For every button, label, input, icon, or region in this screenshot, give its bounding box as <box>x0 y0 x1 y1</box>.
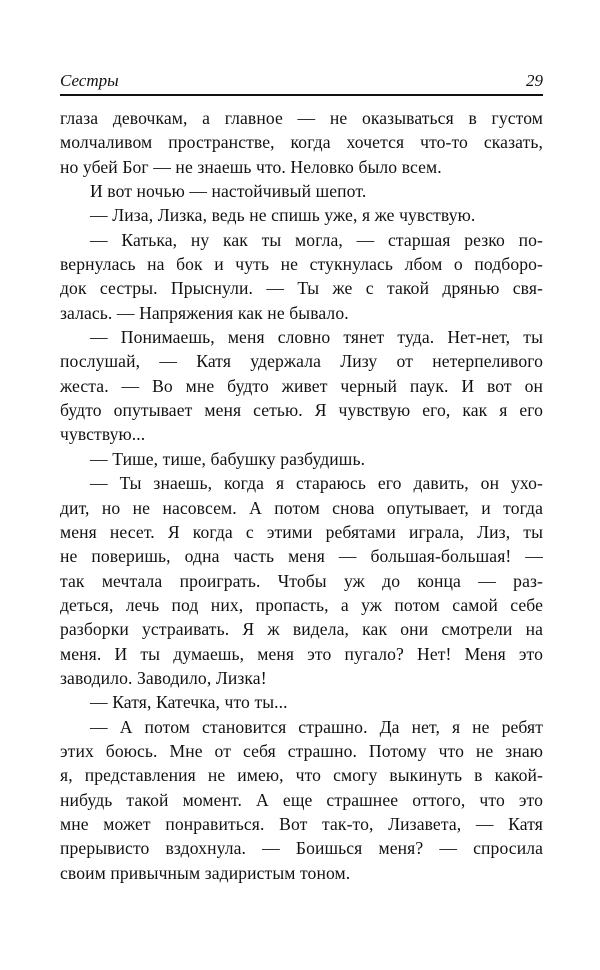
text-line: меня. И ты думаешь, меня это пугало? Нет! Меня это <box>60 643 543 664</box>
text-line: глаза девочкам, а главное — не оказываться в густом <box>60 108 543 128</box>
text-line: не поверишь, одна часть меня — большая-большая! — <box>60 546 543 567</box>
text-line: залась. — Напряжения как не бывало. <box>60 302 349 323</box>
running-title: Сестры <box>60 71 119 90</box>
paragraph <box>60 106 543 179</box>
text-line: вернулась на бок и чуть не стукнулась лбом о подборо- <box>60 254 543 275</box>
text-line: так мечтала проиграть. Чтобы уж до конца — раз- <box>60 570 543 591</box>
text-line: — Катя, Катечка, что ты... <box>90 692 288 713</box>
page-body-text <box>60 106 543 885</box>
text-line: — А потом становится страшно. Да нет, я не ребят <box>90 716 543 737</box>
text-line: дит, но не насовсем. А потом снова опутывает, и тогда <box>60 497 543 518</box>
text-line: жеста. — Во мне будто живет черный паук. И вот он <box>60 375 543 396</box>
paragraph <box>60 447 543 471</box>
text-line: нибудь такой момент. А еще страшнее оттого, что это <box>60 789 543 810</box>
text-line: — Тише, тише, бабушку разбудишь. <box>90 448 366 469</box>
text-line: молчаливом пространстве, когда хочется что-то сказать, <box>60 132 543 153</box>
text-line: прерывисто вздохнула. — Боишься меня? — спросила <box>60 838 543 859</box>
text-line: разборки устраивать. Я ж видела, как они смотрели на <box>60 619 543 640</box>
page-header <box>60 62 543 96</box>
paragraph <box>60 715 543 885</box>
paragraph <box>60 203 543 227</box>
text-line: этих боюсь. Мне от себя страшно. Потому что не знаю <box>60 740 543 761</box>
text-line: меня несет. Я когда с этими ребятами играла, Лиз, ты <box>60 521 543 542</box>
text-line: док сестры. Прыснули. — Ты же с такой дрянью свя- <box>60 278 543 299</box>
text-line: послушай, — Катя удержала Лизу от нетерпеливого <box>60 351 543 372</box>
paragraph <box>60 690 543 714</box>
text-line: я, представления не имею, что смогу выкинуть в какой- <box>60 765 543 786</box>
text-line: деться, лечь под них, пропасть, а уж потом самой себе <box>60 594 543 615</box>
paragraph <box>60 228 543 325</box>
text-line: — Понимаешь, меня словно тянет туда. Нет-нет, ты <box>90 327 543 348</box>
text-line: но убей Бог — не знаешь что. Неловко было всем. <box>60 156 442 177</box>
text-line: — Катька, ну как ты могла, — старшая резко по- <box>90 229 543 250</box>
text-line: будто опутывает меня сетью. Я чувствую его, как я его <box>60 400 543 421</box>
text-line: чувствую... <box>60 424 146 445</box>
text-line: И вот ночью — настойчивый шепот. <box>90 181 367 202</box>
text-line: — Ты знаешь, когда я стараюсь его давить, он ухо- <box>90 473 543 494</box>
text-line: — Лиза, Лизка, ведь не спишь уже, я же чувствую. <box>90 205 476 226</box>
text-line: мне может понравиться. Вот так-то, Лизавета, — Катя <box>60 813 543 834</box>
paragraph <box>60 325 543 447</box>
text-line: заводило. Заводило, Лизка! <box>60 667 267 688</box>
paragraph <box>60 179 543 203</box>
text-line: своим привычным задиристым тоном. <box>60 862 351 883</box>
page-number: 29 <box>526 71 543 90</box>
paragraph <box>60 471 543 690</box>
